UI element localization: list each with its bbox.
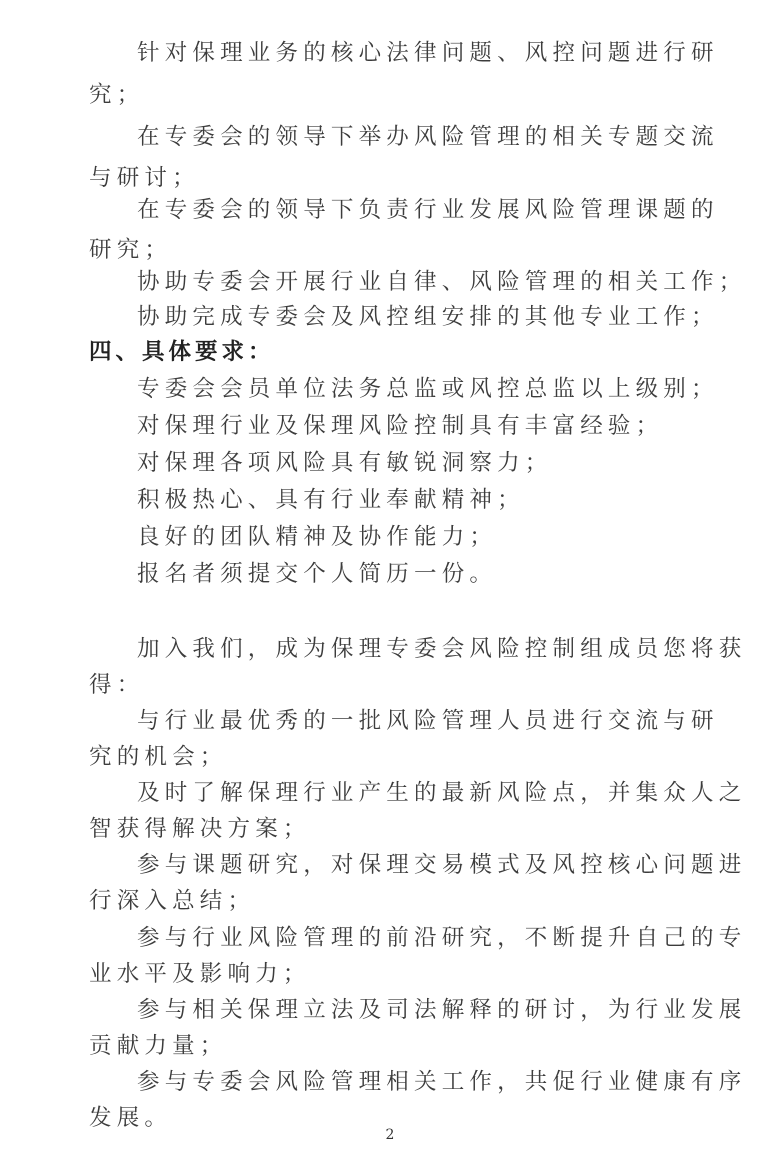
requirement-item: 积极热心、具有行业奉献精神；: [137, 487, 525, 513]
requirement-item: 对保理各项风险具有敏锐洞察力；: [137, 450, 553, 476]
benefits-intro: 得：: [89, 672, 145, 698]
paragraph-line: 在专委会的领导下举办风险管理的相关专题交流: [137, 124, 719, 150]
benefit-item: 发展。: [89, 1105, 173, 1131]
paragraph-line: 协助专委会开展行业自律、风险管理的相关工作；: [137, 269, 747, 295]
paragraph-line: 针对保理业务的核心法律问题、风控问题进行研: [137, 40, 719, 66]
benefit-item: 智获得解决方案；: [89, 816, 311, 842]
requirement-item: 良好的团队精神及协作能力；: [137, 524, 498, 550]
benefit-item: 参与相关保理立法及司法解释的研讨，为行业发展: [137, 997, 747, 1023]
benefit-item: 参与专委会风险管理相关工作，共促行业健康有序: [137, 1069, 747, 1095]
benefit-item: 参与行业风险管理的前沿研究，不断提升自己的专: [137, 925, 747, 951]
paragraph-line: 与研讨；: [89, 165, 200, 191]
paragraph-line: 究；: [89, 82, 145, 108]
benefits-intro: 加入我们，成为保理专委会风险控制组成员您将获: [137, 636, 747, 662]
page-number: 2: [385, 1127, 395, 1143]
requirement-item: 报名者须提交个人简历一份。: [137, 561, 498, 587]
benefit-item: 业水平及影响力；: [89, 961, 311, 987]
benefit-item: 行深入总结；: [89, 888, 256, 914]
section-heading: 四、具体要求：: [89, 339, 275, 365]
benefit-item: 贡献力量；: [89, 1033, 228, 1059]
benefit-item: 与行业最优秀的一批风险管理人员进行交流与研: [137, 708, 719, 734]
paragraph-line: 协助完成专委会及风控组安排的其他专业工作；: [137, 304, 719, 330]
requirement-item: 专委会会员单位法务总监或风控总监以上级别；: [137, 376, 719, 402]
paragraph-line: 在专委会的领导下负责行业发展风险管理课题的: [137, 197, 719, 223]
benefit-item: 参与课题研究，对保理交易模式及风控核心问题进: [137, 852, 747, 878]
benefit-item: 究的机会；: [89, 744, 228, 770]
benefit-item: 及时了解保理行业产生的最新风险点，并集众人之: [137, 780, 747, 806]
requirement-item: 对保理行业及保理风险控制具有丰富经验；: [137, 413, 664, 439]
paragraph-line: 研究；: [89, 237, 173, 263]
